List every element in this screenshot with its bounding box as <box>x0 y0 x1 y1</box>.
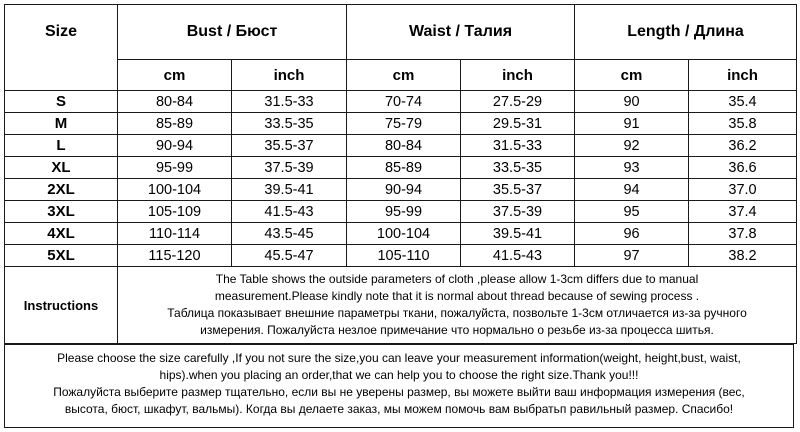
waist-inch-cell: 37.5-39 <box>461 201 575 223</box>
bust-inch-cell: 35.5-37 <box>232 135 347 157</box>
note-line: высота, бюст, шкафут, вальмы). Когда вы делаете заказ, мы можем помочь вам выбратьп равильный размер. Спасибо! <box>64 402 734 416</box>
note-line: Please choose the size carefully ,If you not sure the size,you can leave your measurement information(weight, height,bust, waist, <box>57 351 741 365</box>
size-cell: XL <box>5 157 118 179</box>
bust-cm-cell: 85-89 <box>118 113 232 135</box>
instructions-line: measurement.Please kindly note that it is normal about thread because of sewing process . <box>214 289 700 303</box>
length-cm-cell: 97 <box>575 245 689 267</box>
bust-inch-header: inch <box>232 60 347 91</box>
waist-header: Waist / Талия <box>347 5 575 60</box>
table-row <box>5 91 797 113</box>
length-cm-cell: 93 <box>575 157 689 179</box>
size-cell: 4XL <box>5 223 118 245</box>
instructions-text <box>118 267 797 344</box>
size-chart-table <box>4 4 797 344</box>
waist-cm-cell: 95-99 <box>347 201 461 223</box>
instructions-line: измерения. Пожалуйста незлое примечание что нормально о резьбе из-за процесса шитья. <box>200 323 714 337</box>
bust-cm-cell: 105-109 <box>118 201 232 223</box>
waist-inch-cell: 41.5-43 <box>461 245 575 267</box>
waist-inch-cell: 39.5-41 <box>461 223 575 245</box>
bust-inch-cell: 37.5-39 <box>232 157 347 179</box>
size-header: Size <box>5 5 118 60</box>
table-row <box>5 179 797 201</box>
waist-inch-cell: 31.5-33 <box>461 135 575 157</box>
length-cm-cell: 92 <box>575 135 689 157</box>
waist-cm-cell: 100-104 <box>347 223 461 245</box>
waist-inch-cell: 27.5-29 <box>461 91 575 113</box>
bust-inch-cell: 39.5-41 <box>232 179 347 201</box>
header-row <box>5 5 797 60</box>
bust-cm-cell: 115-120 <box>118 245 232 267</box>
bust-cm-header: cm <box>118 60 232 91</box>
bust-inch-cell: 41.5-43 <box>232 201 347 223</box>
length-cm-cell: 90 <box>575 91 689 113</box>
unit-row <box>5 60 797 91</box>
size-cell: 5XL <box>5 245 118 267</box>
waist-cm-cell: 85-89 <box>347 157 461 179</box>
waist-inch-cell: 35.5-37 <box>461 179 575 201</box>
size-cell: 2XL <box>5 179 118 201</box>
instructions-line: Таблица показывает внешние параметры ткани, пожалуйста, позвольте 1-3см отличается из-за ручного <box>167 306 747 320</box>
waist-inch-cell: 29.5-31 <box>461 113 575 135</box>
length-cm-header: cm <box>575 60 689 91</box>
note-line: Пожалуйста выберите размер тщательно, если вы не уверены размер, вы можете выйти ваш информация измерения (вес, <box>53 385 745 399</box>
bust-cm-cell: 100-104 <box>118 179 232 201</box>
table-row <box>5 201 797 223</box>
length-inch-cell: 38.2 <box>689 245 797 267</box>
length-inch-cell: 36.2 <box>689 135 797 157</box>
table-row <box>5 135 797 157</box>
table-row <box>5 223 797 245</box>
bust-inch-cell: 43.5-45 <box>232 223 347 245</box>
length-inch-cell: 35.4 <box>689 91 797 113</box>
waist-cm-cell: 105-110 <box>347 245 461 267</box>
length-cm-cell: 95 <box>575 201 689 223</box>
table-row <box>5 157 797 179</box>
length-inch-header: inch <box>689 60 797 91</box>
table-row <box>5 245 797 267</box>
instructions-label: Instructions <box>5 267 118 344</box>
length-cm-cell: 96 <box>575 223 689 245</box>
bust-inch-cell: 31.5-33 <box>232 91 347 113</box>
size-advice-note <box>4 344 794 428</box>
waist-cm-cell: 70-74 <box>347 91 461 113</box>
instructions-row <box>5 267 797 344</box>
bust-inch-cell: 45.5-47 <box>232 245 347 267</box>
waist-inch-cell: 33.5-35 <box>461 157 575 179</box>
waist-cm-cell: 75-79 <box>347 113 461 135</box>
length-inch-cell: 35.8 <box>689 113 797 135</box>
waist-cm-cell: 80-84 <box>347 135 461 157</box>
length-header: Length / Длина <box>575 5 797 60</box>
bust-cm-cell: 90-94 <box>118 135 232 157</box>
bust-header: Bust / Бюст <box>118 5 347 60</box>
size-cell: 3XL <box>5 201 118 223</box>
length-inch-cell: 37.8 <box>689 223 797 245</box>
bust-cm-cell: 110-114 <box>118 223 232 245</box>
instructions-line: The Table shows the outside parameters of cloth ,please allow 1-3cm differs due to manual <box>215 272 699 286</box>
length-cm-cell: 94 <box>575 179 689 201</box>
length-cm-cell: 91 <box>575 113 689 135</box>
size-cell: L <box>5 135 118 157</box>
size-cell: S <box>5 91 118 113</box>
waist-inch-header: inch <box>461 60 575 91</box>
bust-inch-cell: 33.5-35 <box>232 113 347 135</box>
unit-blank <box>5 60 118 91</box>
bust-cm-cell: 80-84 <box>118 91 232 113</box>
size-cell: M <box>5 113 118 135</box>
length-inch-cell: 36.6 <box>689 157 797 179</box>
table-row <box>5 113 797 135</box>
waist-cm-cell: 90-94 <box>347 179 461 201</box>
bust-cm-cell: 95-99 <box>118 157 232 179</box>
note-line: hips).when you placing an order,that we can help you to choose the right size.Thank you!!! <box>159 368 639 382</box>
length-inch-cell: 37.0 <box>689 179 797 201</box>
waist-cm-header: cm <box>347 60 461 91</box>
length-inch-cell: 37.4 <box>689 201 797 223</box>
